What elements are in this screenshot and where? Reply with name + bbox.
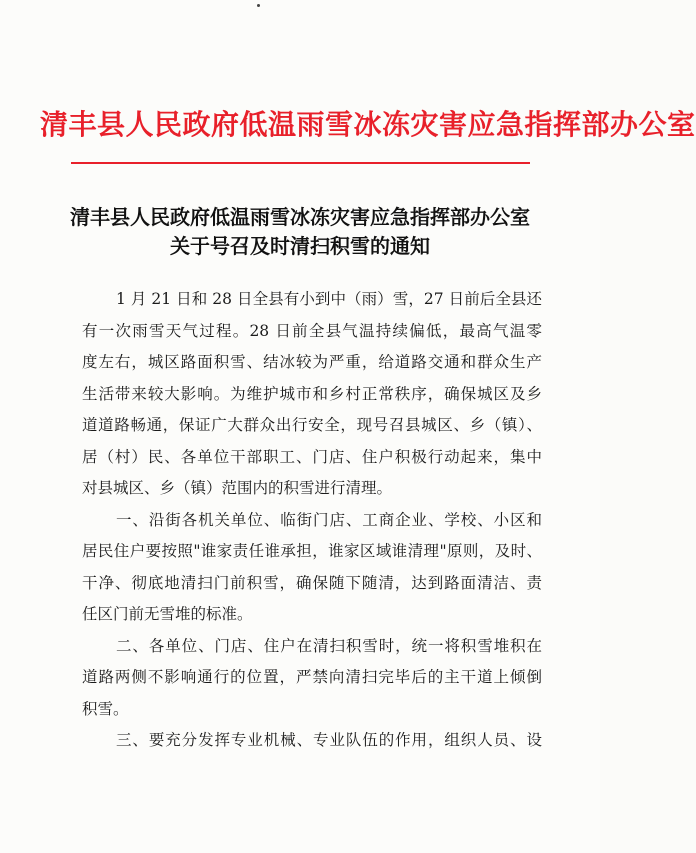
paragraph-1-line-6: 居（村）民、各单位干部职工、门店、住户积极行动起来，集中 — [82, 447, 542, 466]
document-title — [40, 203, 560, 261]
paragraph-1-line-1: 1 月 21 日和 28 日全县有小到中（雨）雪，27 日前后全县还 — [116, 290, 542, 308]
scan-dot — [257, 4, 260, 7]
letterhead-title: 清丰县人民政府低温雨雪冰冻灾害应急指挥部办公室 — [40, 108, 696, 141]
document-body — [82, 284, 542, 757]
paragraph-1-line-5: 道道路畅通，保证广大群众出行安全，现号召县城区、乡（镇）、 — [82, 416, 542, 434]
paragraph-4-line-1: 三、要充分发挥专业机械、专业队伍的作用，组织人员、设 — [116, 731, 542, 749]
letterhead-red-rule — [71, 162, 530, 164]
document-title-line-1: 清丰县人民政府低温雨雪冰冻灾害应急指挥部办公室 — [70, 205, 530, 229]
paragraph-3-line-2: 道路两侧不影响通行的位置，严禁向清扫完毕后的主干道上倾倒 — [82, 668, 542, 686]
paragraph-1-line-7: 对县城区、乡（镇）范围内的积雪进行清理。 — [82, 479, 393, 497]
paragraph-2-line-3: 干净、彻底地清扫门前积雪，确保随下随清，达到路面清洁、责 — [82, 573, 542, 592]
paragraph-1-line-3: 度左右，城区路面积雪、结冰较为严重，给道路交通和群众生产 — [82, 353, 542, 371]
paragraph-3-line-1: 二、各单位、门店、住户在清扫积雪时，统一将积雪堆积在 — [116, 636, 542, 655]
paragraph-2-line-1: 一、沿街各机关单位、临街门店、工商企业、学校、小区和 — [116, 510, 542, 529]
paragraph-2-line-4: 任区门前无雪堆的标准。 — [82, 605, 253, 623]
paragraph-3-line-3: 积雪。 — [82, 699, 129, 718]
paragraph-1-line-2: 有一次雨雪天气过程。28 日前全县气温持续偏低，最高气温零 — [82, 321, 542, 340]
paragraph-2-line-2: 居民住户要按照"谁家责任谁承担，谁家区域谁清理"原则，及时、 — [82, 542, 542, 560]
paragraph-1-line-4: 生活带来较大影响。为维护城市和乡村正常秩序，确保城区及乡 — [82, 384, 542, 403]
document-title-line-2: 关于号召及时清扫积雪的通知 — [170, 234, 430, 258]
